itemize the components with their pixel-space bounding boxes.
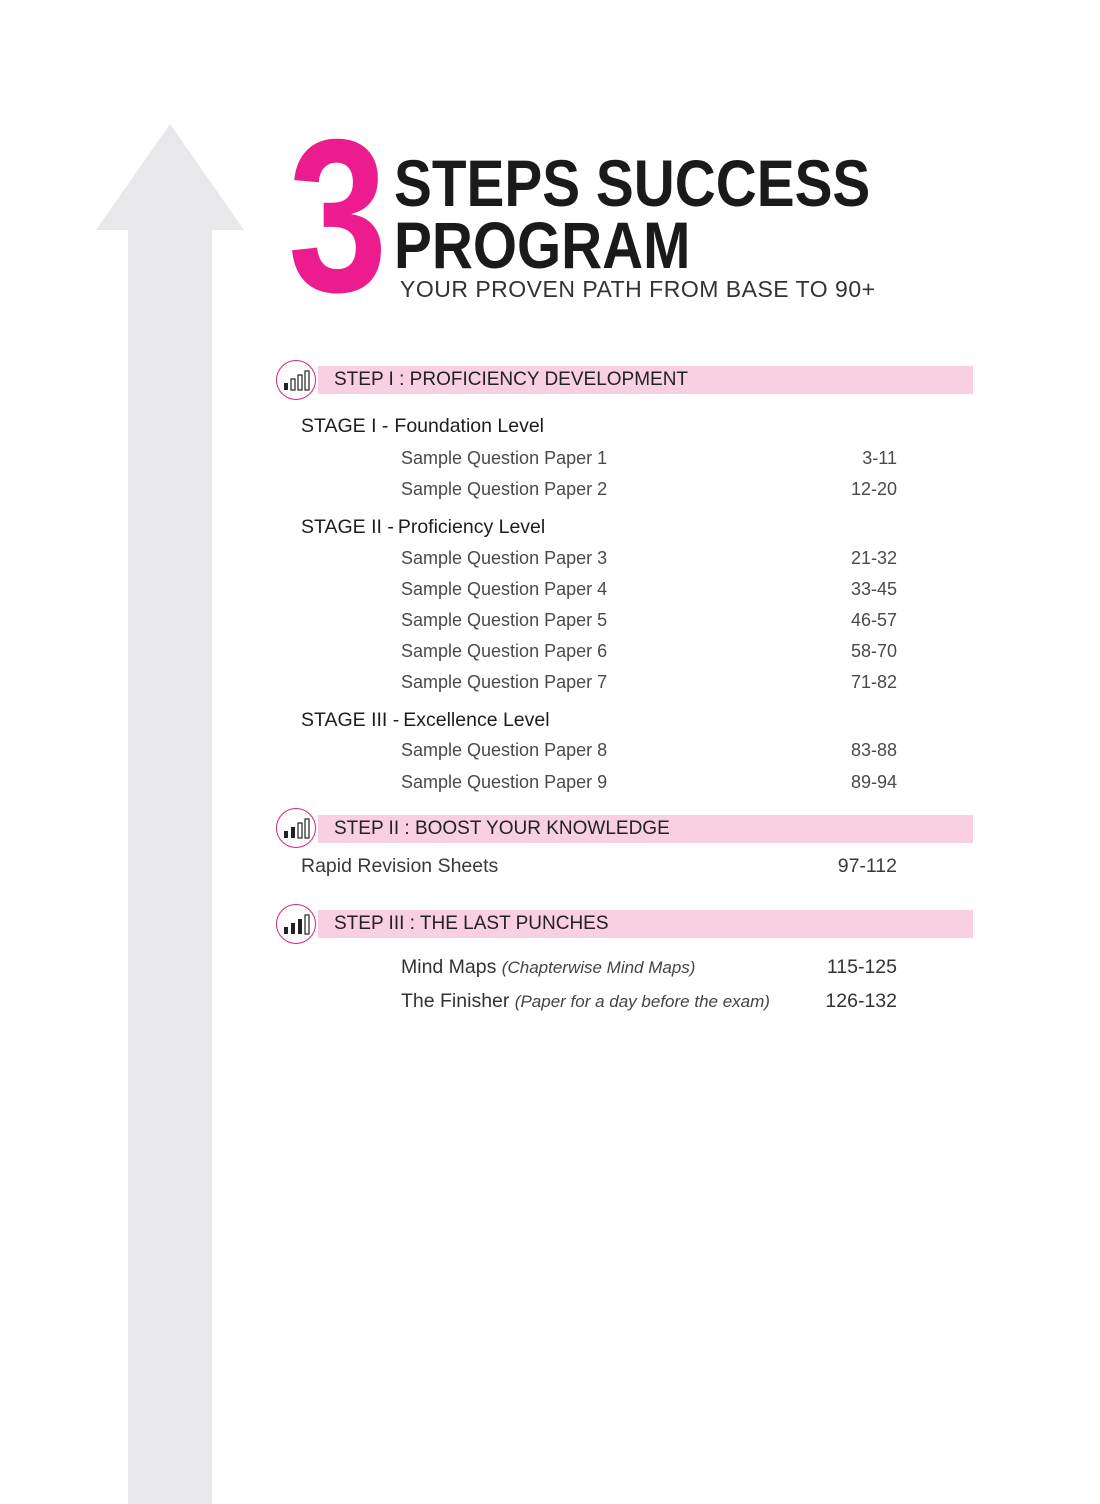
list-item: [401, 672, 897, 693]
step-3-label: STEP III : THE LAST PUNCHES: [334, 913, 609, 934]
progress-arrow: [96, 124, 246, 1504]
title-line-1: STEPS SUCCESS: [394, 146, 871, 220]
item-pages: 33-45: [850, 579, 897, 599]
step-2-bar: [318, 815, 973, 843]
list-item: [401, 448, 897, 469]
stage-3-name: Excellence Level: [403, 709, 550, 731]
signal-bars-1-icon: [276, 360, 316, 400]
list-item: [301, 855, 897, 878]
step-1-bar: [318, 366, 973, 394]
item-pages: 89-94: [850, 772, 897, 792]
stage-1-heading: [301, 415, 544, 438]
item-pages: 58-70: [850, 641, 897, 661]
list-item: [401, 740, 897, 761]
item-pages: 71-82: [850, 672, 897, 692]
list-item: [401, 641, 897, 662]
item-title: Mind Maps: [401, 956, 497, 978]
step-1-label: STEP I : PROFICIENCY DEVELOPMENT: [334, 369, 689, 390]
big-number-three: 3: [288, 95, 385, 338]
stage-2-name: Proficiency Level: [397, 516, 546, 538]
item-note: (Paper for a day before the exam): [514, 992, 770, 1011]
step-2-label: STEP II : BOOST YOUR KNOWLEDGE: [334, 818, 670, 839]
stage-3-heading: [301, 709, 550, 732]
item-title: The Finisher: [401, 990, 510, 1012]
item-pages: 97-112: [837, 855, 897, 877]
list-item: [401, 579, 897, 600]
item-title: Sample Question Paper 6: [401, 641, 608, 661]
signal-bars-3-icon: [276, 904, 316, 944]
item-title: Sample Question Paper 8: [401, 740, 608, 760]
title-line-2: PROGRAM: [394, 208, 691, 282]
item-title: Sample Question Paper 9: [401, 772, 608, 792]
item-title: Sample Question Paper 1: [401, 448, 608, 468]
list-item: [401, 610, 897, 631]
item-title: Sample Question Paper 7: [401, 672, 608, 692]
stage-3-label: STAGE III -: [301, 709, 400, 731]
list-item: [401, 479, 897, 500]
step-3-bar: [318, 910, 973, 938]
item-title: Sample Question Paper 2: [401, 479, 608, 499]
stage-2-label: STAGE II -: [301, 516, 394, 538]
item-note: (Chapterwise Mind Maps): [501, 958, 696, 977]
list-item: [401, 990, 897, 1013]
stage-1-label: STAGE I -: [301, 415, 389, 437]
item-title: Rapid Revision Sheets: [301, 855, 499, 877]
item-pages: 115-125: [826, 956, 897, 978]
item-title: Sample Question Paper 4: [401, 579, 608, 599]
subtitle: YOUR PROVEN PATH FROM BASE TO 90+: [400, 276, 876, 302]
item-title: Sample Question Paper 5: [401, 610, 608, 630]
item-title: Sample Question Paper 3: [401, 548, 608, 568]
list-item: [401, 956, 897, 979]
signal-bars-2-icon: [276, 808, 316, 848]
item-pages: 12-20: [850, 479, 897, 499]
item-pages: 46-57: [850, 610, 897, 630]
item-pages: 83-88: [850, 740, 897, 760]
item-pages: 21-32: [850, 548, 897, 568]
item-pages: 3-11: [862, 448, 897, 468]
item-pages: 126-132: [825, 990, 897, 1012]
list-item: [401, 548, 897, 569]
list-item: [401, 772, 897, 793]
stage-2-heading: [301, 516, 545, 539]
stage-1-name: Foundation Level: [394, 415, 545, 437]
